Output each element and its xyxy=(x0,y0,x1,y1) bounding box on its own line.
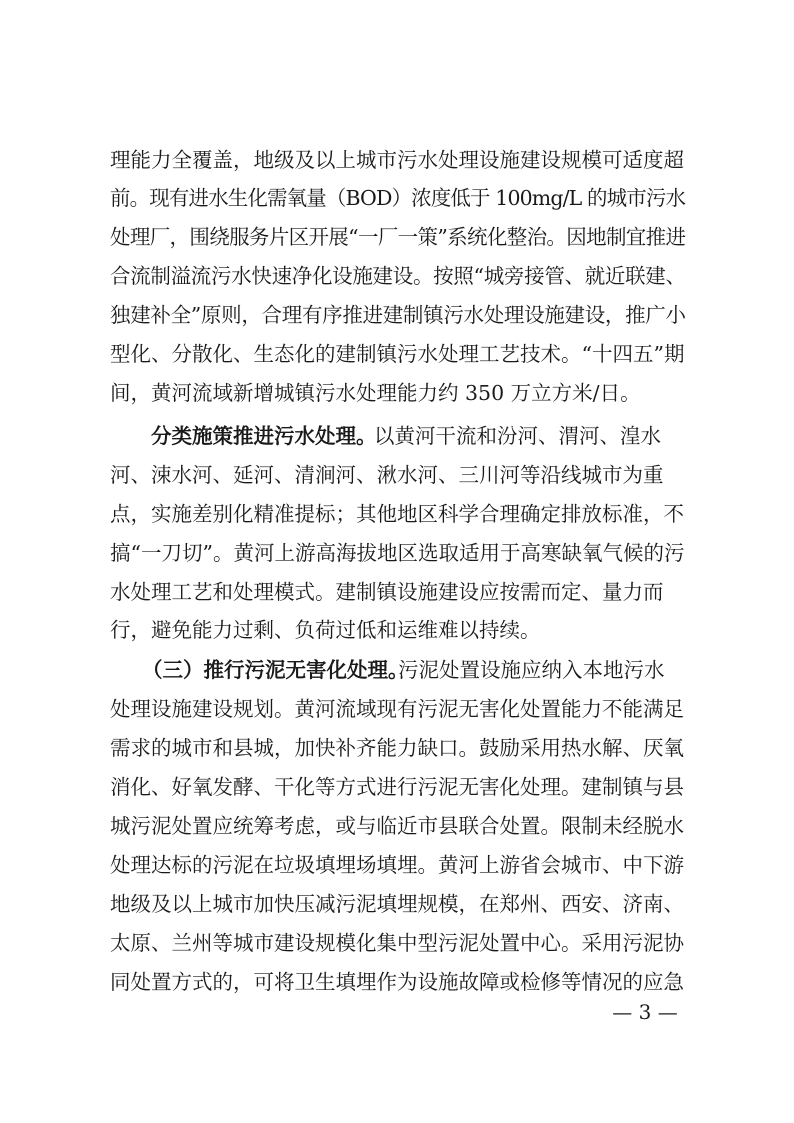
text-line-content: 理能力全覆盖，地级及以上城市污水处理设施建设规模可适度超 xyxy=(110,148,684,172)
text-line-content: 间，黄河流域新增城镇污水处理能力约 350 万立方米/日。 xyxy=(110,381,641,405)
text-line xyxy=(0,222,794,252)
text-line-content: 搞“一刀切”。黄河上游高海拔地区选取适用于高寒缺氧气候的污 xyxy=(110,541,685,565)
text-line xyxy=(0,772,794,802)
text-line xyxy=(0,850,794,880)
text-line-content: 水处理工艺和处理模式。建制镇设施建设应按需而定、量力而 xyxy=(110,580,664,604)
text-line-content: 点，实施差别化精准提标；其他地区科学合理确定排放标准，不 xyxy=(110,502,684,526)
text-line xyxy=(0,499,794,529)
text-line-content: 河、涑水河、延河、清涧河、湫水河、三川河等沿线城市为重 xyxy=(110,463,664,487)
text-line-content: 型化、分散化、生态化的建制镇污水处理工艺技术。“十四五”期 xyxy=(110,342,685,366)
text-line-content: 同处置方式的，可将卫生填埋作为设施故障或检修等情况的应急 xyxy=(110,970,684,994)
text-line xyxy=(0,421,794,451)
text-line xyxy=(0,261,794,291)
text-line-content: 地级及以上城市加快压减污泥填埋规模，在郑州、西安、济南、 xyxy=(110,892,684,916)
text-line xyxy=(0,928,794,958)
page-number: — 3 — xyxy=(612,1000,678,1024)
text-line xyxy=(0,655,794,685)
text-line xyxy=(0,378,794,408)
text-line-content: 前。现有进水生化需氧量（BOD）浓度低于 100mg/L 的城市污水 xyxy=(110,186,686,210)
text-line xyxy=(0,183,794,213)
text-line xyxy=(0,300,794,330)
text-line-content: 太原、兰州等城市建设规模化集中型污泥处置中心。采用污泥协 xyxy=(110,931,684,955)
text-line xyxy=(0,145,794,175)
text-line-content: 需求的城市和县城，加快补齐能力缺口。鼓励采用热水解、厌氧 xyxy=(110,736,684,760)
section-heading: （三）推行污泥无害化处理。 xyxy=(142,658,409,682)
text-line xyxy=(0,733,794,763)
text-line-content: 处理达标的污泥在垃圾填埋场填埋。黄河上游省会城市、中下游 xyxy=(110,853,684,877)
text-line-content: 消化、好氧发酵、干化等方式进行污泥无害化处理。建制镇与县 xyxy=(110,775,684,799)
text-line-content: 行，避免能力过剩、负荷过低和运维难以持续。 xyxy=(110,618,541,642)
text-line-content: 城污泥处置应统筹考虑，或与临近市县联合处置。限制未经脱水 xyxy=(110,814,684,838)
text-line xyxy=(0,615,794,645)
text-line-content: 以黄河干流和汾河、渭河、湟水 xyxy=(374,424,661,448)
text-line-content: 合流制溢流污水快速净化设施建设。按照“城旁接管、就近联建、 xyxy=(110,264,686,288)
text-line xyxy=(0,889,794,919)
text-line xyxy=(0,538,794,568)
text-line xyxy=(0,967,794,997)
text-line-content: 处理设施建设规划。黄河流域现有污泥无害化处置能力不能满足 xyxy=(110,697,684,721)
text-line xyxy=(0,460,794,490)
text-line xyxy=(0,339,794,369)
text-line-content: 处理厂，围绕服务片区开展“一厂一策”系统化整治。因地制宜推进 xyxy=(110,225,686,249)
text-line-content: 独建补全”原则，合理有序推进建制镇污水处理设施建设，推广小 xyxy=(110,303,686,327)
text-line xyxy=(0,577,794,607)
text-line xyxy=(0,694,794,724)
text-line-content: 污泥处置设施应纳入本地污水 xyxy=(398,658,665,682)
text-line xyxy=(0,811,794,841)
section-heading: 分类施策推进污水处理。 xyxy=(151,424,377,448)
